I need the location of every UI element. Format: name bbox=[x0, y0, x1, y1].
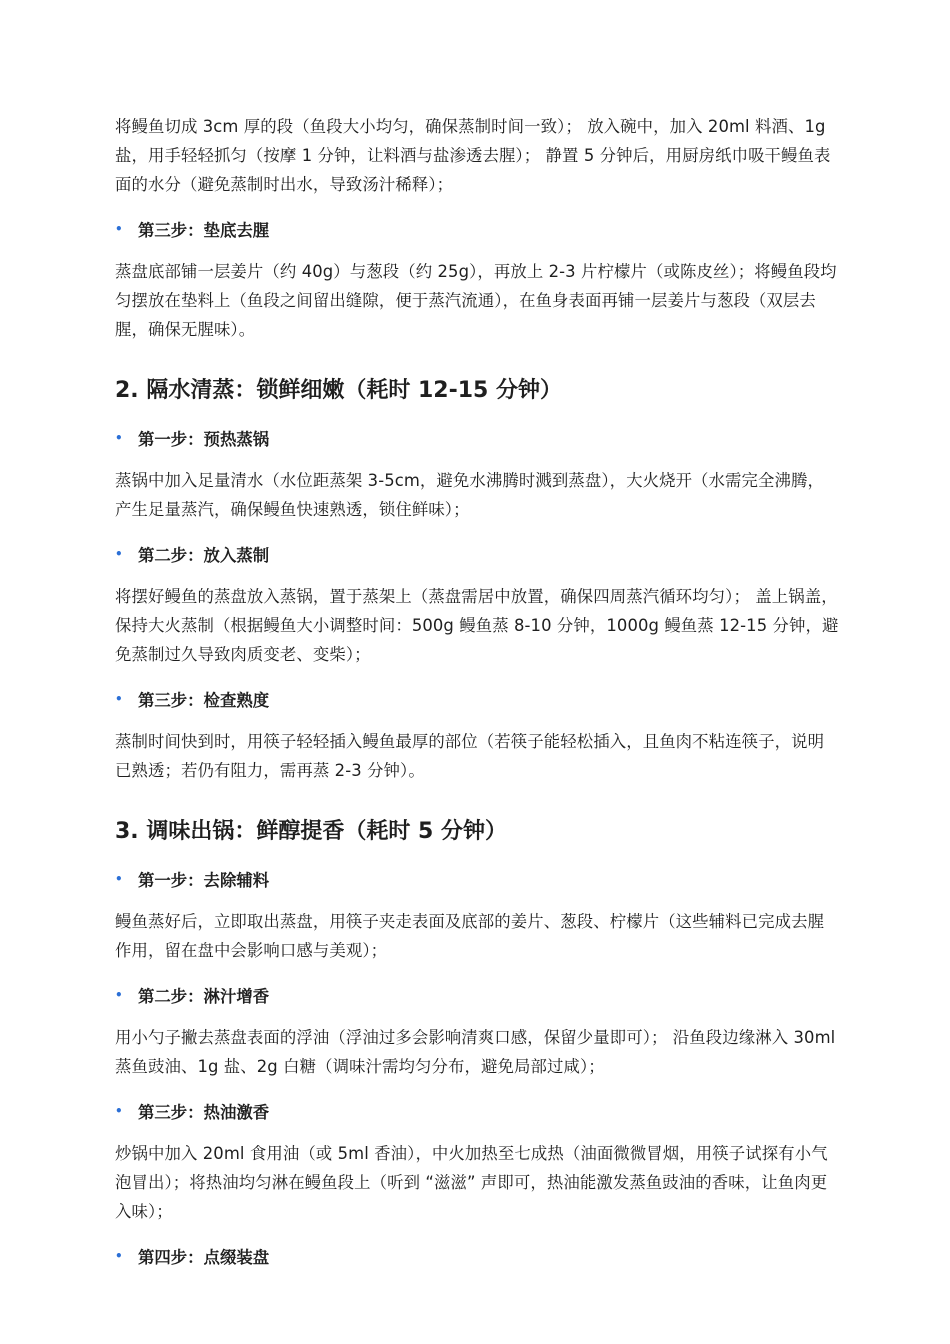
paragraph-step: 蒸制时间快到时，用筷子轻轻插入鳗鱼最厚的部位（若筷子能轻松插入，且鱼肉不粘连筷子，说明已熟透；若仍有阻力，需再蒸 2-3 分钟）。 bbox=[115, 732, 825, 780]
section-heading-steam: 2. 隔水清蒸：锁鲜细嫩（耗时 12-15 分钟） bbox=[115, 378, 563, 403]
step-heading bbox=[115, 865, 838, 893]
bullet-icon: • bbox=[115, 431, 123, 445]
paragraph-step: 蒸锅中加入足量清水（水位距蒸架 3-5cm，避免水沸腾时溅到蒸盘），大火烧开（水需完全沸腾，产生足量蒸汽，确保鳗鱼快速熟透，锁住鲜味）； bbox=[115, 471, 824, 519]
paragraph-step: 鳗鱼蒸好后，立即取出蒸盘，用筷子夹走表面及底部的姜片、葱段、柠檬片（这些辅料已完成去腥作用，留在盘中会影响口感与美观）； bbox=[115, 912, 825, 960]
step-label: 第二步：淋汁增香 bbox=[138, 987, 270, 1006]
bullet-icon: • bbox=[115, 1104, 123, 1118]
step-heading bbox=[115, 981, 838, 1009]
step-heading bbox=[115, 1097, 838, 1125]
step-label: 第三步：热油激香 bbox=[138, 1103, 270, 1122]
step-label: 第三步：检查熟度 bbox=[138, 691, 270, 710]
step-heading bbox=[115, 1242, 838, 1270]
section-heading-season: 3. 调味出锅：鲜醇提香（耗时 5 分钟） bbox=[115, 819, 507, 844]
step-heading bbox=[115, 540, 838, 568]
step-label: 第四步：点缀装盘 bbox=[138, 1248, 270, 1267]
step-label: 第一步：预热蒸锅 bbox=[138, 430, 270, 449]
bullet-icon: • bbox=[115, 1249, 123, 1263]
bullet-icon: • bbox=[115, 222, 123, 236]
bullet-icon: • bbox=[115, 547, 123, 561]
paragraph-step: 用小勺子撇去蒸盘表面的浮油（浮油过多会影响清爽口感，保留少量即可）； 沿鱼段边缘淋入 30ml 蒸鱼豉油、1g 盐、2g 白糖（调味汁需均匀分布，避免局部过咸）； bbox=[115, 1028, 836, 1076]
paragraph-step: 蒸盘底部铺一层姜片（约 40g）与葱段（约 25g），再放上 2-3 片柠檬片（或陈皮丝）；将鳗鱼段均匀摆放在垫料上（鱼段之间留出缝隙，便于蒸汽流通），在鱼身表面再铺一层姜片与葱段（双层去腥，确保无腥味）。 bbox=[115, 262, 837, 339]
step-heading bbox=[115, 424, 838, 452]
step-label: 第三步：垫底去腥 bbox=[138, 221, 270, 240]
step-heading bbox=[115, 685, 838, 713]
step-label: 第二步：放入蒸制 bbox=[138, 546, 270, 565]
bullet-icon: • bbox=[115, 872, 123, 886]
paragraph-step: 炒锅中加入 20ml 食用油（或 5ml 香油），中火加热至七成热（油面微微冒烟，用筷子试探有小气泡冒出）；将热油均匀淋在鳗鱼段上（听到 “滋滋” 声即可，热油能激发蒸鱼豉油的香味，让鱼肉更入味）； bbox=[115, 1144, 828, 1221]
step-heading bbox=[115, 215, 838, 243]
bullet-icon: • bbox=[115, 692, 123, 706]
step-label: 第一步：去除辅料 bbox=[138, 871, 270, 890]
paragraph-step: 将摆好鳗鱼的蒸盘放入蒸锅，置于蒸架上（蒸盘需居中放置，确保四周蒸汽循环均匀）； 盖上锅盖，保持大火蒸制（根据鳗鱼大小调整时间：500g 鳗鱼蒸 8-10 分钟，1000g 鳗鱼蒸 12-15 分钟，避免蒸制过久导致肉质变老、变柴）； bbox=[115, 587, 839, 664]
bullet-icon: • bbox=[115, 988, 123, 1002]
paragraph-cut-eel: 将鳗鱼切成 3cm 厚的段（鱼段大小均匀，确保蒸制时间一致）； 放入碗中，加入 20ml 料酒、1g 盐，用手轻轻抓匀（按摩 1 分钟，让料酒与盐渗透去腥）； 静置 5 分钟后，用厨房纸巾吸干鳗鱼表面的水分（避免蒸制时出水，导致汤汁稀释）； bbox=[115, 117, 831, 194]
